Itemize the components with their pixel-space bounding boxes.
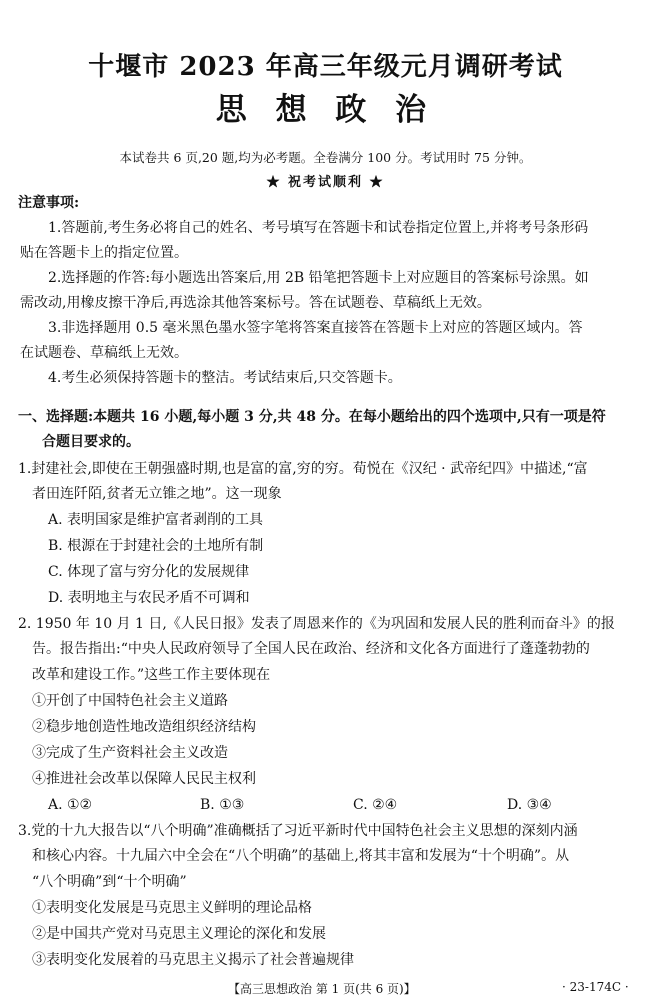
q2-stem: 2. 1950 年 10 月 1 日,《人民日报》发表了周恩来作的《为巩固和发展人民的胜利而奋斗》的报 — [18, 616, 615, 632]
page-footer: 【高三思想政治 第 1 页(共 6 页)】 — [228, 982, 416, 996]
subject-title: 思 想 政 治 — [215, 92, 436, 128]
q1-option-a: A. 表明国家是维护富者剥削的工具 — [48, 512, 264, 528]
section-heading-cont: 合题目要求的。 — [42, 434, 140, 450]
q1-option-d: D. 表明地主与农民矛盾不可调和 — [48, 590, 250, 606]
q1-stem: 1.封建社会,即使在王朝强盛时期,也是富的富,穷的穷。荀悦在《汉纪 · 武帝纪四》中描述,“富 — [18, 461, 588, 477]
note-line: 1.答题前,考生务必将自己的姓名、考号填写在答题卡和试卷指定位置上,并将考号条形码 — [48, 220, 589, 236]
q2-item: ①开创了中国特色社会主义道路 — [32, 693, 228, 709]
notes-heading: 注意事项: — [18, 195, 80, 211]
note-line: 需改动,用橡皮擦干净后,再选涂其他答案标号。答在试题卷、草稿纸上无效。 — [20, 295, 491, 311]
q3-item: ②是中国共产党对马克思主义理论的深化和发展 — [32, 926, 326, 942]
note-line: 在试题卷、草稿纸上无效。 — [20, 345, 188, 361]
note-line: 3.非选择题用 0.5 毫米黑色墨水签字笔将答案直接答在答题卡上对应的答题区域内。答 — [48, 320, 583, 336]
q3-item: ①表明变化发展是马克思主义鲜明的理论品格 — [32, 900, 312, 916]
q2-choice-c: C. ②④ — [353, 797, 398, 813]
note-line: 贴在答题卡上的指定位置。 — [20, 245, 188, 261]
q3-stem: 3.党的十九大报告以“八个明确”准确概括了习近平新时代中国特色社会主义思想的深刻内涵 — [18, 823, 578, 839]
section-heading: 一、选择题:本题共 16 小题,每小题 3 分,共 48 分。在每小题给出的四个选项中,只有一项是符 — [18, 409, 606, 425]
q1-stem-cont: 者田连阡陌,贫者无立锥之地”。这一现象 — [32, 486, 282, 502]
q3-stem-cont: “八个明确”到“十个明确” — [32, 874, 187, 890]
q2-item: ④推进社会改革以保障人民民主权利 — [32, 771, 256, 787]
exam-info: 本试卷共 6 页,20 题,均为必考题。全卷满分 100 分。考试用时 75 分钟。 — [119, 150, 532, 165]
good-luck-banner: ★ 祝考试顺利 ★ — [266, 175, 385, 190]
q3-item: ③表明变化发展着的马克思主义揭示了社会普遍规律 — [32, 952, 354, 968]
q2-choice-d: D. ③④ — [507, 797, 552, 813]
note-line: 4.考生必须保持答题卡的整洁。考试结束后,只交答题卡。 — [48, 370, 402, 386]
q3-stem-cont: 和核心内容。十九届六中全会在“八个明确”的基础上,将其丰富和发展为“十个明确”。从 — [32, 848, 570, 864]
q1-option-b: B. 根源在于封建社会的土地所有制 — [48, 538, 264, 554]
q2-choice-a: A. ①② — [48, 797, 93, 813]
q2-stem-cont: 改革和建设工作。”这些工作主要体现在 — [32, 667, 271, 683]
exam-title: 十堰市 2023 年高三年级元月调研考试 — [88, 52, 563, 82]
paper-code: · 23-174C · — [562, 980, 629, 994]
q1-option-c: C. 体现了富与穷分化的发展规律 — [48, 564, 250, 580]
q2-choice-b: B. ①③ — [200, 797, 245, 813]
q2-item: ③完成了生产资料社会主义改造 — [32, 745, 228, 761]
q2-stem-cont: 告。报告指出:“中央人民政府领导了全国人民在政治、经济和文化各方面进行了蓬蓬勃勃的 — [32, 641, 590, 657]
note-line: 2.选择题的作答:每小题选出答案后,用 2B 铅笔把答题卡上对应题目的答案标号涂黑。如 — [48, 270, 589, 286]
q2-item: ②稳步地创造性地改造组织经济结构 — [32, 719, 256, 735]
